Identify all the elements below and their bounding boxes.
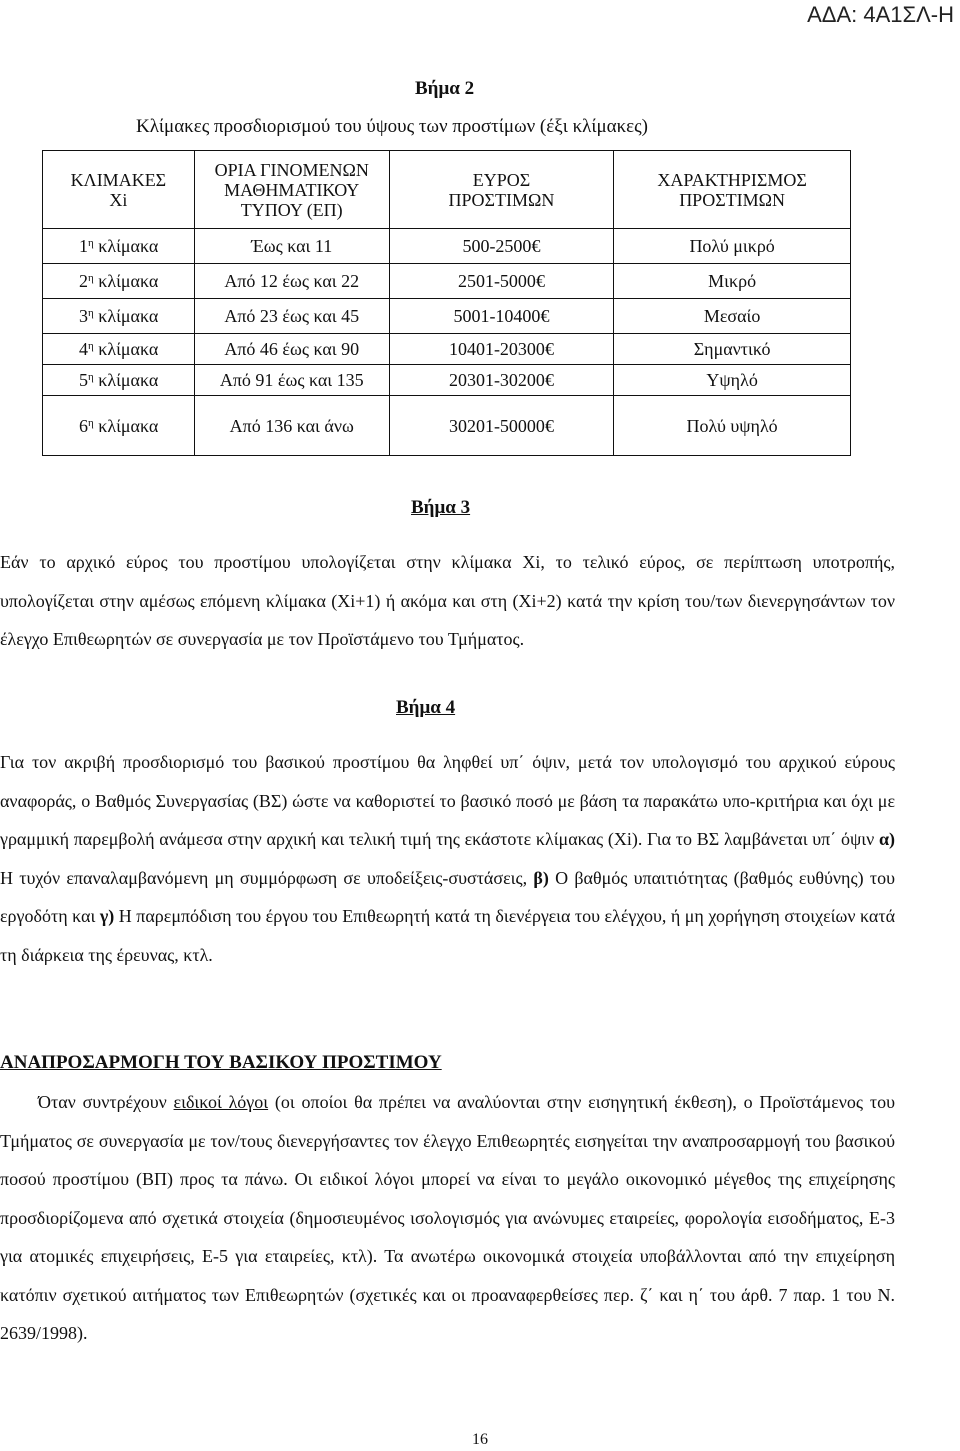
header-label: ΧΑΡΑΚΤΗΡΙΣΜΟΣ ΠΡΟΣΤΙΜΩΝ — [614, 151, 851, 229]
table-header-row — [43, 151, 851, 229]
step3-title: Βήμα 3 — [411, 497, 471, 518]
step3-text: Εάν το αρχικό εύρος του προστίμου υπολογίζεται στην κλίμακα Xi, το τελικό εύρος, σε περίπτωση υποτροπής, υπολογίζεται στην αμέσως επόμενη κλίμακα (Xi+1) ή ακόμα και στη (Xi+2) κατά την κρίση του/των διενεργησάντων τον έλεγχο Επιθεωρητών σε συνεργασία με τον Προϊστάμενο του Τμήματος. — [0, 552, 895, 649]
cell-range: 5001-10400€ — [389, 299, 614, 334]
step4-text: Για τον ακριβή προσδιορισμό του βασικού προστίμου θα ληφθεί υπ΄ όψιν, μετά τον υπολογισμό του αρχικού εύρους αναφοράς, ο Βαθμός Συνεργασίας (ΒΣ) ώστε να καθοριστεί το βασικό ποσό με βάση τα παρακάτω υπο-κριτήρια και όχι με γραμμική παρεμβολή ανάμεσα στην αρχική και τελική τιμή της εκάστοτε κλίμακας (Xi). Για το ΒΣ λαμβάνεται υπ΄ όψιν α) Η τυχόν επαναλαμβανόμενη μη συμμόρφωση σε υποδείξεις-συστάσεις, β) Ο βαθμός υπαιτιότητας (βαθμός ευθύνης) του εργοδότη και γ) Η παρεμπόδιση του έργου του Επιθεωρητή κατά τη διενέργεια του ελέγχου, ή μη χορήγηση στοιχείων κατά τη διάρκεια της έρευνας, κτλ. — [0, 752, 895, 965]
cell-scale: $1^\eta$ κλίμακα — [43, 229, 195, 264]
header-scales: ΚΛΙΜΑΚΕΣ Xi — [43, 151, 195, 229]
cell-limits: Από 23 έως και 45 — [194, 299, 389, 334]
page-number: 16 — [472, 1431, 488, 1448]
cell-range: 2501-5000€ — [389, 264, 614, 299]
cell-scale: $6^\eta$ κλίμακα — [43, 396, 195, 456]
cell-limits: Από 136 και άνω — [194, 396, 389, 456]
cell-label: Μεσαίο — [614, 299, 851, 334]
ada-code: ΑΔΑ: 4Α1ΣΛ-Η — [807, 2, 954, 27]
header-limits: ΟΡΙΑ ΓΙΝΟΜΕΝΩΝ ΜΑΘΗΜΑΤΙΚΟΥ ΤΥΠΟΥ (ΕΠ) — [194, 151, 389, 229]
cell-limits: Από 91 έως και 135 — [194, 365, 389, 396]
cell-range: 20301-30200€ — [389, 365, 614, 396]
step2-title: Βήμα 2 — [415, 78, 475, 99]
cell-label: Πολύ υψηλό — [614, 396, 851, 456]
table-row — [43, 299, 851, 334]
scales-table — [42, 150, 851, 456]
cell-scale: $3^\eta$ κλίμακα — [43, 299, 195, 334]
cell-limits: Έως και 11 — [194, 229, 389, 264]
adjustment-text: Όταν συντρέχουν ειδικοί λόγοι (οι οποίοι θα πρέπει να αναλύονται στην εισηγητική έκθεση), ο Προϊστάμενος του Τμήματος σε συνεργασία με τον/τους διενεργήσαντες τον έλεγχο Επιθεωρητές εισηγείται την αναπροσαρμογή του βασικού ποσού προστίμου (ΒΠ) προς τα πάνω. Οι ειδικοί λόγοι μπορεί να είναι το μεγάλο οικονομικό μέγεθος της επιχείρησης προσδιορίζομενα από σχετικά στοιχεία (δημοσιευμένος ισολογισμός για ανώνυμες εταιρείες, φορολογία εισοδήματος, Ε-3 για ατομικές επιχειρήσεις, Ε-5 για εταιρείες, κτλ). Τα ανωτέρω οικονομικά στοιχεία υποβάλλονται από την επιχείρηση κατόπιν σχετικού αιτήματος των Επιθεωρητών (σχετικές και οι προαναφερθείσες περ. ζ΄ και η΄ του άρθ. 7 παρ. 1 του Ν. 2639/1998). — [0, 1092, 895, 1343]
header-range: ΕΥΡΟΣ ΠΡΟΣΤΙΜΩΝ — [389, 151, 614, 229]
cell-label: Πολύ μικρό — [614, 229, 851, 264]
cell-range: 500-2500€ — [389, 229, 614, 264]
table-row — [43, 396, 851, 456]
cell-scale: $5^\eta$ κλίμακα — [43, 365, 195, 396]
table-row — [43, 264, 851, 299]
adjustment-heading: ΑΝΑΠΡΟΣΑΡΜΟΓΗ ΤΟΥ ΒΑΣΙΚΟΥ ΠΡΟΣΤΙΜΟΥ — [0, 1052, 442, 1073]
cell-range: 10401-20300€ — [389, 334, 614, 365]
cell-label: Υψηλό — [614, 365, 851, 396]
special-reasons-link: ειδικοί λόγοι — [173, 1092, 269, 1112]
cell-label: Σημαντικό — [614, 334, 851, 365]
cell-label: Μικρό — [614, 264, 851, 299]
step4-title: Βήμα 4 — [396, 697, 456, 718]
step2-subtitle: Κλίμακες προσδιορισμού του ύψους των προστίμων (έξι κλίμακες) — [136, 116, 649, 137]
table-row — [43, 229, 851, 264]
cell-limits: Από 12 έως και 22 — [194, 264, 389, 299]
cell-scale: $2^\eta$ κλίμακα — [43, 264, 195, 299]
cell-limits: Από 46 έως και 90 — [194, 334, 389, 365]
cell-range: 30201-50000€ — [389, 396, 614, 456]
cell-scale: $4^\eta$ κλίμακα — [43, 334, 195, 365]
table-row — [43, 334, 851, 365]
table-row — [43, 365, 851, 396]
